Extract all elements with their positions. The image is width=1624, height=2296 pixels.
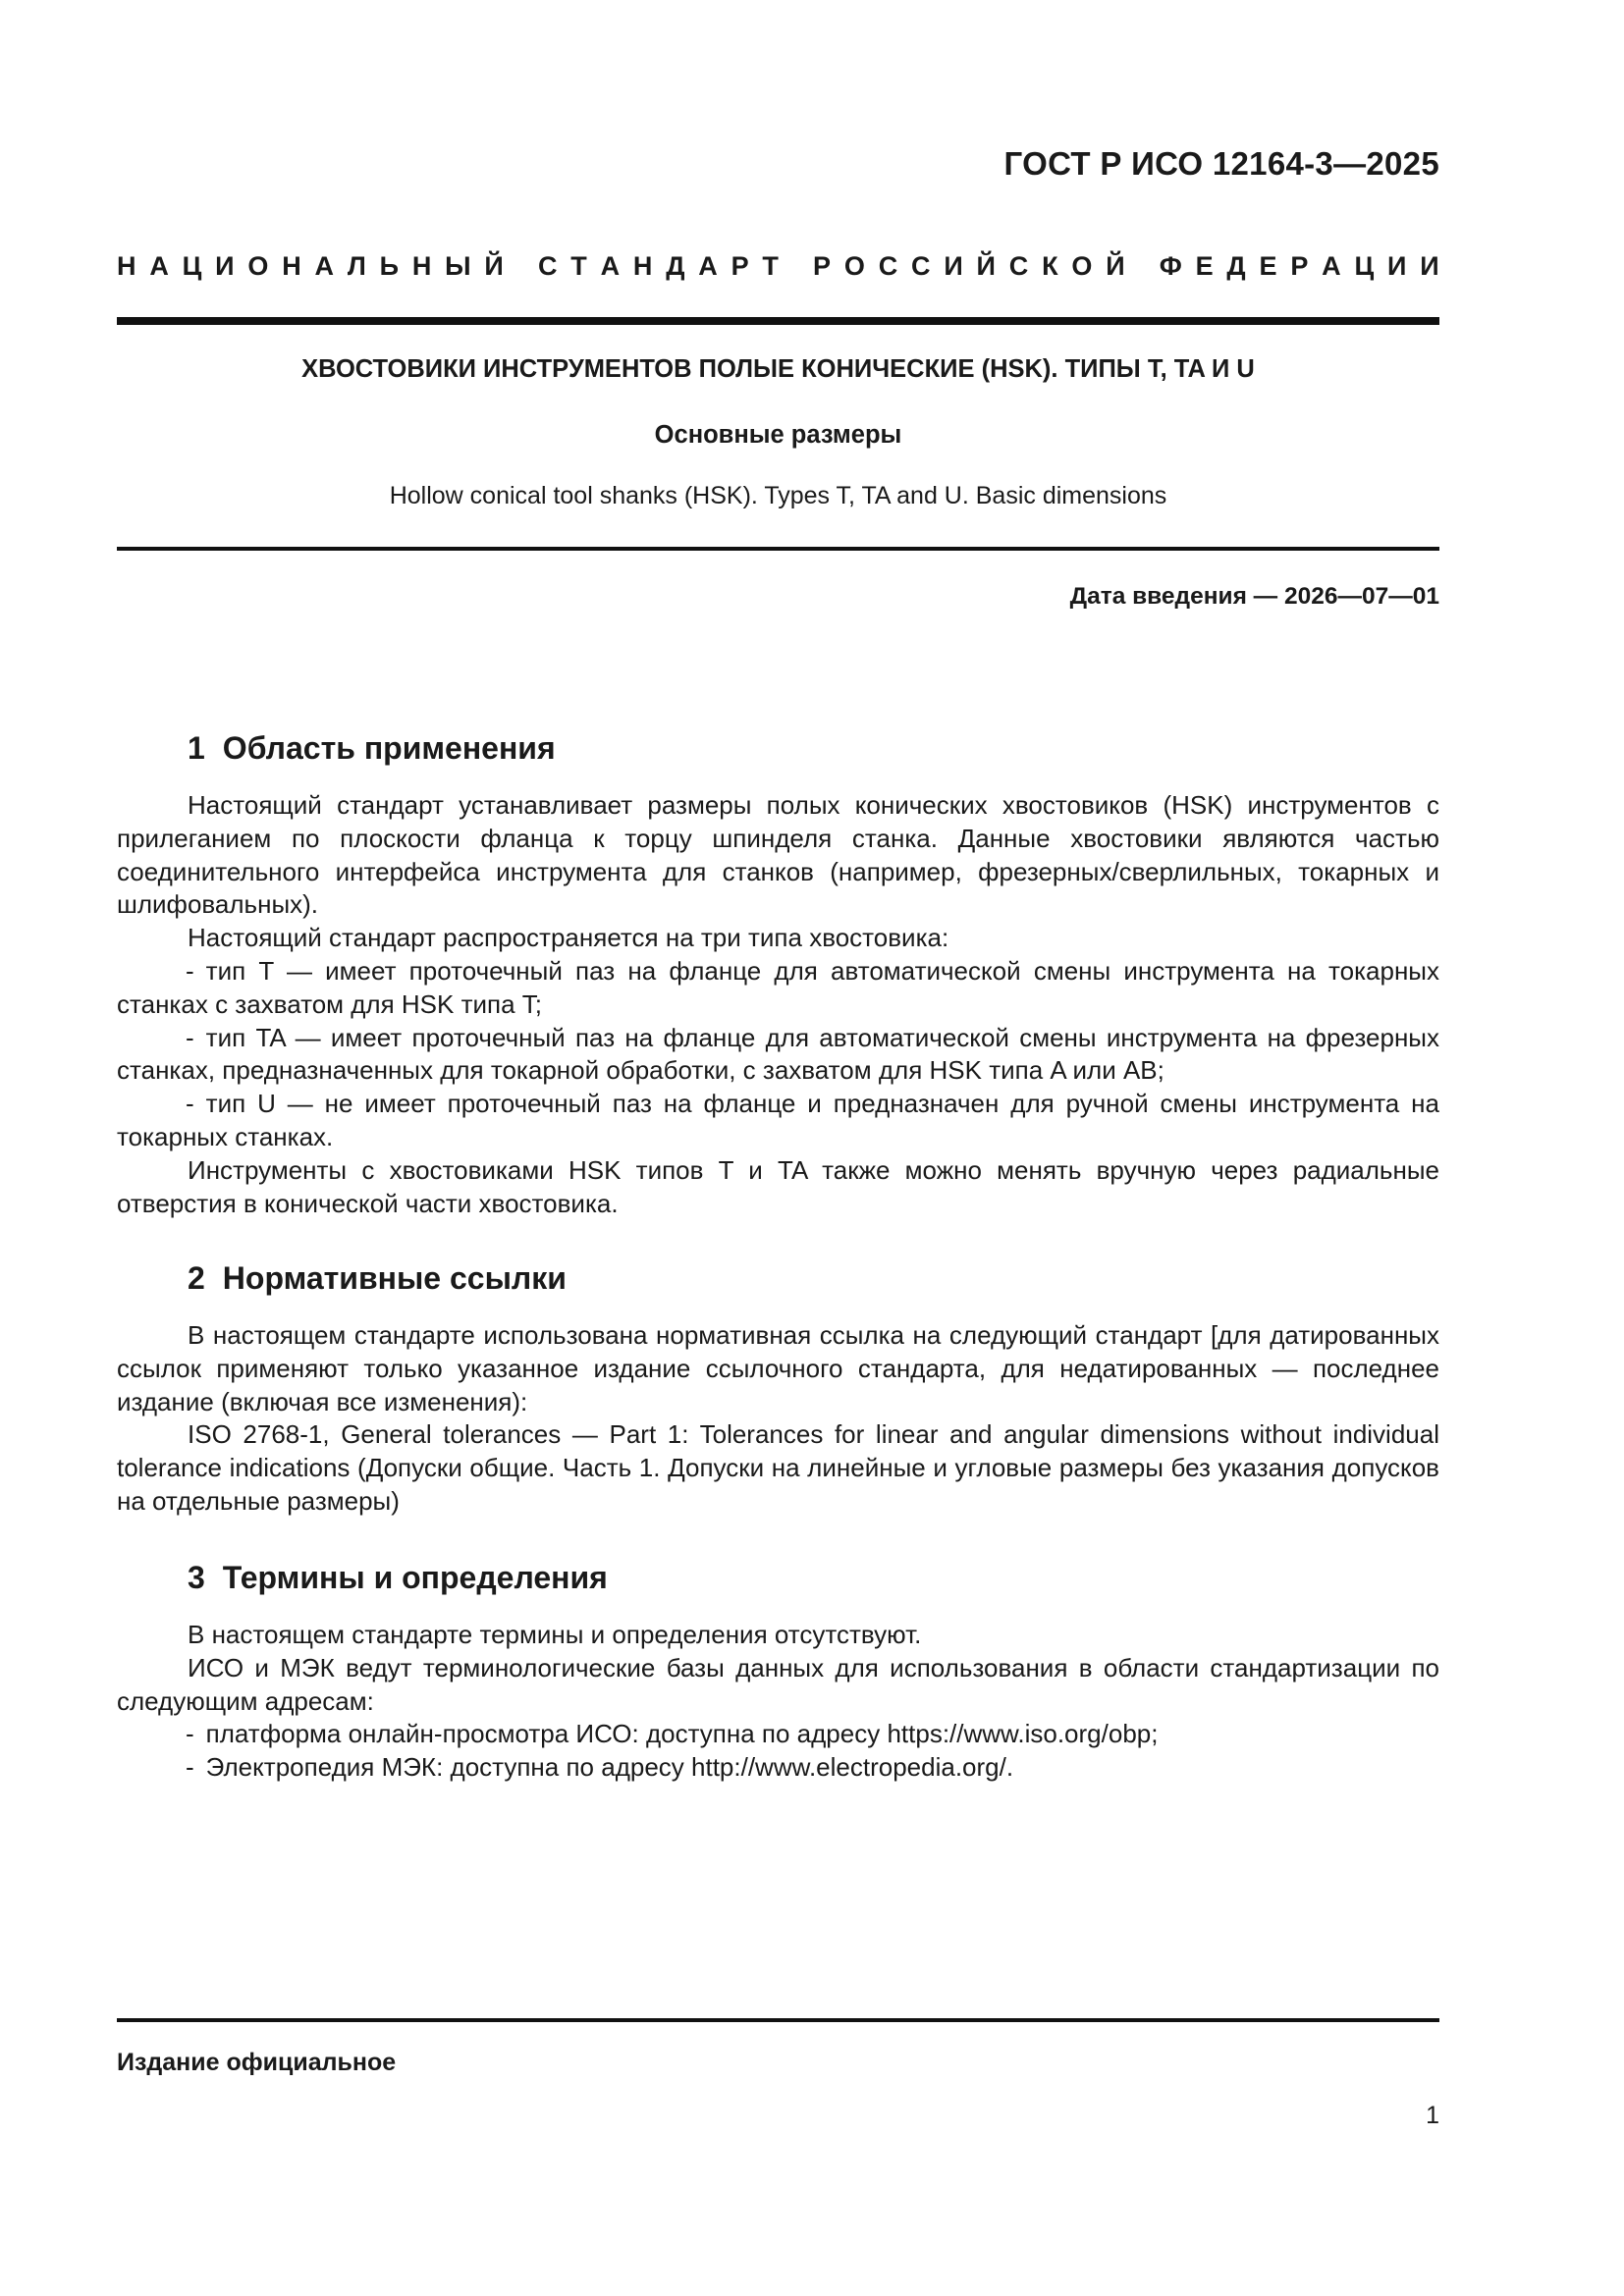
banner-gap <box>517 251 525 282</box>
introduction-date: Дата введения — 2026—07—01 <box>1069 583 1439 610</box>
gost-code: ГОСТ Р ИСО 12164-3—2025 <box>1003 145 1439 182</box>
list-item-text: тип U — не имеет проточечный паз на фланце и предназначен для ручной смены инструмента на токарных станках. <box>117 1089 1439 1151</box>
list-item: - Электропедия МЭК: доступна по адресу http://www.electropedia.org/. <box>186 1752 1014 1783</box>
title-rule <box>117 547 1439 551</box>
banner-letter: Ь <box>379 251 400 281</box>
list-item: - тип TA — имеет проточечный паз на фланце для автоматической смены инструмента на фрезерных станках, предназначенных для токарной обработки, с захватом для HSK типа A или AB; <box>117 1022 1439 1086</box>
banner-letter: А <box>149 251 169 281</box>
document-subtitle-ru: Основные размеры <box>654 421 902 449</box>
section-1-heading <box>188 730 556 767</box>
list-item-text: Электропедия МЭК: доступна по адресу http://www.electropedia.org/. <box>205 1752 1014 1783</box>
banner-gap <box>1138 251 1146 282</box>
banner-letter: Ц <box>182 251 202 281</box>
banner-letter: Н <box>411 251 432 281</box>
banner-letter: С <box>878 251 898 281</box>
banner-letter: Ф <box>1159 251 1182 281</box>
list-item-text: тип T — имеет проточечный паз на фланце для автоматической смены инструмента на токарных станках с захватом для HSK типа T; <box>117 955 1439 1019</box>
banner-letter: О <box>247 251 269 281</box>
list-item-text: тип TA — имеет проточечный паз на фланце для автоматической смены инструмента на фрезерных станках, предназначенных для токарной обработки, с захватом для HSK типа A или AB; <box>117 1022 1439 1086</box>
banner-letter: Д <box>1226 251 1246 281</box>
banner-letter: Л <box>347 251 366 281</box>
banner-letter: И <box>944 251 963 281</box>
banner-letter: Д <box>666 251 685 281</box>
banner-letter: О <box>1071 251 1093 281</box>
banner-letter: И <box>1420 251 1439 281</box>
paragraph: Инструменты с хвостовиками HSK типов T и TA также можно менять вручную через радиальные отверстия в конической части хвостовика. <box>117 1154 1439 1218</box>
section-2-body <box>117 1319 1439 1519</box>
document-title-en: Hollow conical tool shanks (HSK). Types T, TA and U. Basic dimensions <box>389 482 1167 509</box>
section-title: Область применения <box>222 730 556 766</box>
document-title-ru: ХВОСТОВИКИ ИНСТРУМЕНТОВ ПОЛЫЕ КОНИЧЕСКИЕ (HSK). ТИПЫ T, TA И U <box>301 355 1255 383</box>
banner-letter: И <box>215 251 235 281</box>
banner-letter: А <box>314 251 335 281</box>
banner-letter: Р <box>813 251 832 281</box>
list-item-text: платформа онлайн-просмотра ИСО: доступна по адресу https://www.iso.org/obp; <box>205 1719 1159 1749</box>
banner-letter: Т <box>570 251 587 281</box>
banner-letter: Н <box>282 251 301 281</box>
list-item: - тип U — не имеет проточечный паз на фланце и предназначен для ручной смены инструмента на токарных станках. <box>117 1089 1439 1151</box>
banner-letter: Р <box>1290 251 1309 281</box>
banner-letter: Ц <box>1354 251 1375 281</box>
banner-letter: Ы <box>445 251 471 281</box>
banner-gap <box>792 251 800 282</box>
section-2-heading <box>188 1260 567 1297</box>
banner-letter: Т <box>762 251 779 281</box>
section-title: Термины и определения <box>222 1560 608 1595</box>
banner-letter: А <box>698 251 718 281</box>
list-item: - тип T — имеет проточечный паз на фланце для автоматической смены инструмента на токарных станках с захватом для HSK типа T; <box>117 955 1439 1019</box>
section-number: 2 <box>188 1260 205 1296</box>
banner-letter: О <box>843 251 865 281</box>
banner-letter: Й <box>484 251 504 281</box>
banner-letter: Н <box>632 251 653 281</box>
banner-letter: Й <box>1106 251 1125 281</box>
paragraph: Настоящий стандарт устанавливает размеры полых конических хвостовиков (HSK) инструментов с прилеганием по плоскости фланца к торцу шпинделя станка. Данные хвостовики являются частью соединительного интерфейса инструмента для станков (например, фрезерных/сверлильных, токарных и шлифовальных). <box>117 790 1439 920</box>
banner-letter: А <box>1322 251 1341 281</box>
section-1-body <box>117 789 1439 1220</box>
paragraph: В настоящем стандарте использована нормативная ссылка на следующий стандарт [для датированных ссылок применяют только указанное издание ссылочного стандарта, для недатированных — последнее издание (включая все изменения): <box>117 1320 1439 1416</box>
banner-letter: Й <box>976 251 996 281</box>
paragraph: В настоящем стандарте термины и определения отсутствуют. <box>188 1620 922 1649</box>
edition-label: Издание официальное <box>117 2049 397 2076</box>
banner-letter: С <box>1008 251 1029 281</box>
banner-letter: А <box>600 251 621 281</box>
banner-letter: К <box>1042 251 1058 281</box>
section-number: 3 <box>188 1560 205 1595</box>
header-rule <box>117 317 1439 325</box>
section-3-body <box>117 1619 1439 1785</box>
banner-letter: С <box>537 251 558 281</box>
banner-letter: Е <box>1259 251 1277 281</box>
section-number: 1 <box>188 730 205 766</box>
banner-letter: С <box>911 251 931 281</box>
page-number: 1 <box>1426 2102 1439 2129</box>
list-item: - платформа онлайн-просмотра ИСО: доступна по адресу https://www.iso.org/obp; <box>186 1719 1159 1749</box>
banner-letter: Р <box>731 251 749 281</box>
national-standard-banner <box>117 251 1439 282</box>
banner-letter: Е <box>1195 251 1214 281</box>
paragraph: ISO 2768-1, General tolerances — Part 1: Tolerances for linear and angular dimensions without individual tolerance indications (Допуски общие. Часть 1. Допуски на линейные и угловые размеры без указания допусков на отдельные размеры) <box>117 1419 1439 1516</box>
footer-rule <box>117 2018 1439 2022</box>
paragraph: ИСО и МЭК ведут терминологические базы данных для использования в области стандартизации по следующим адресам: <box>117 1652 1439 1716</box>
section-3-heading <box>188 1560 608 1596</box>
paragraph: Настоящий стандарт распространяется на три типа хвостовика: <box>188 923 949 953</box>
banner-letter: Н <box>117 251 136 281</box>
banner-letter: И <box>1387 251 1407 281</box>
section-title: Нормативные ссылки <box>222 1260 567 1296</box>
